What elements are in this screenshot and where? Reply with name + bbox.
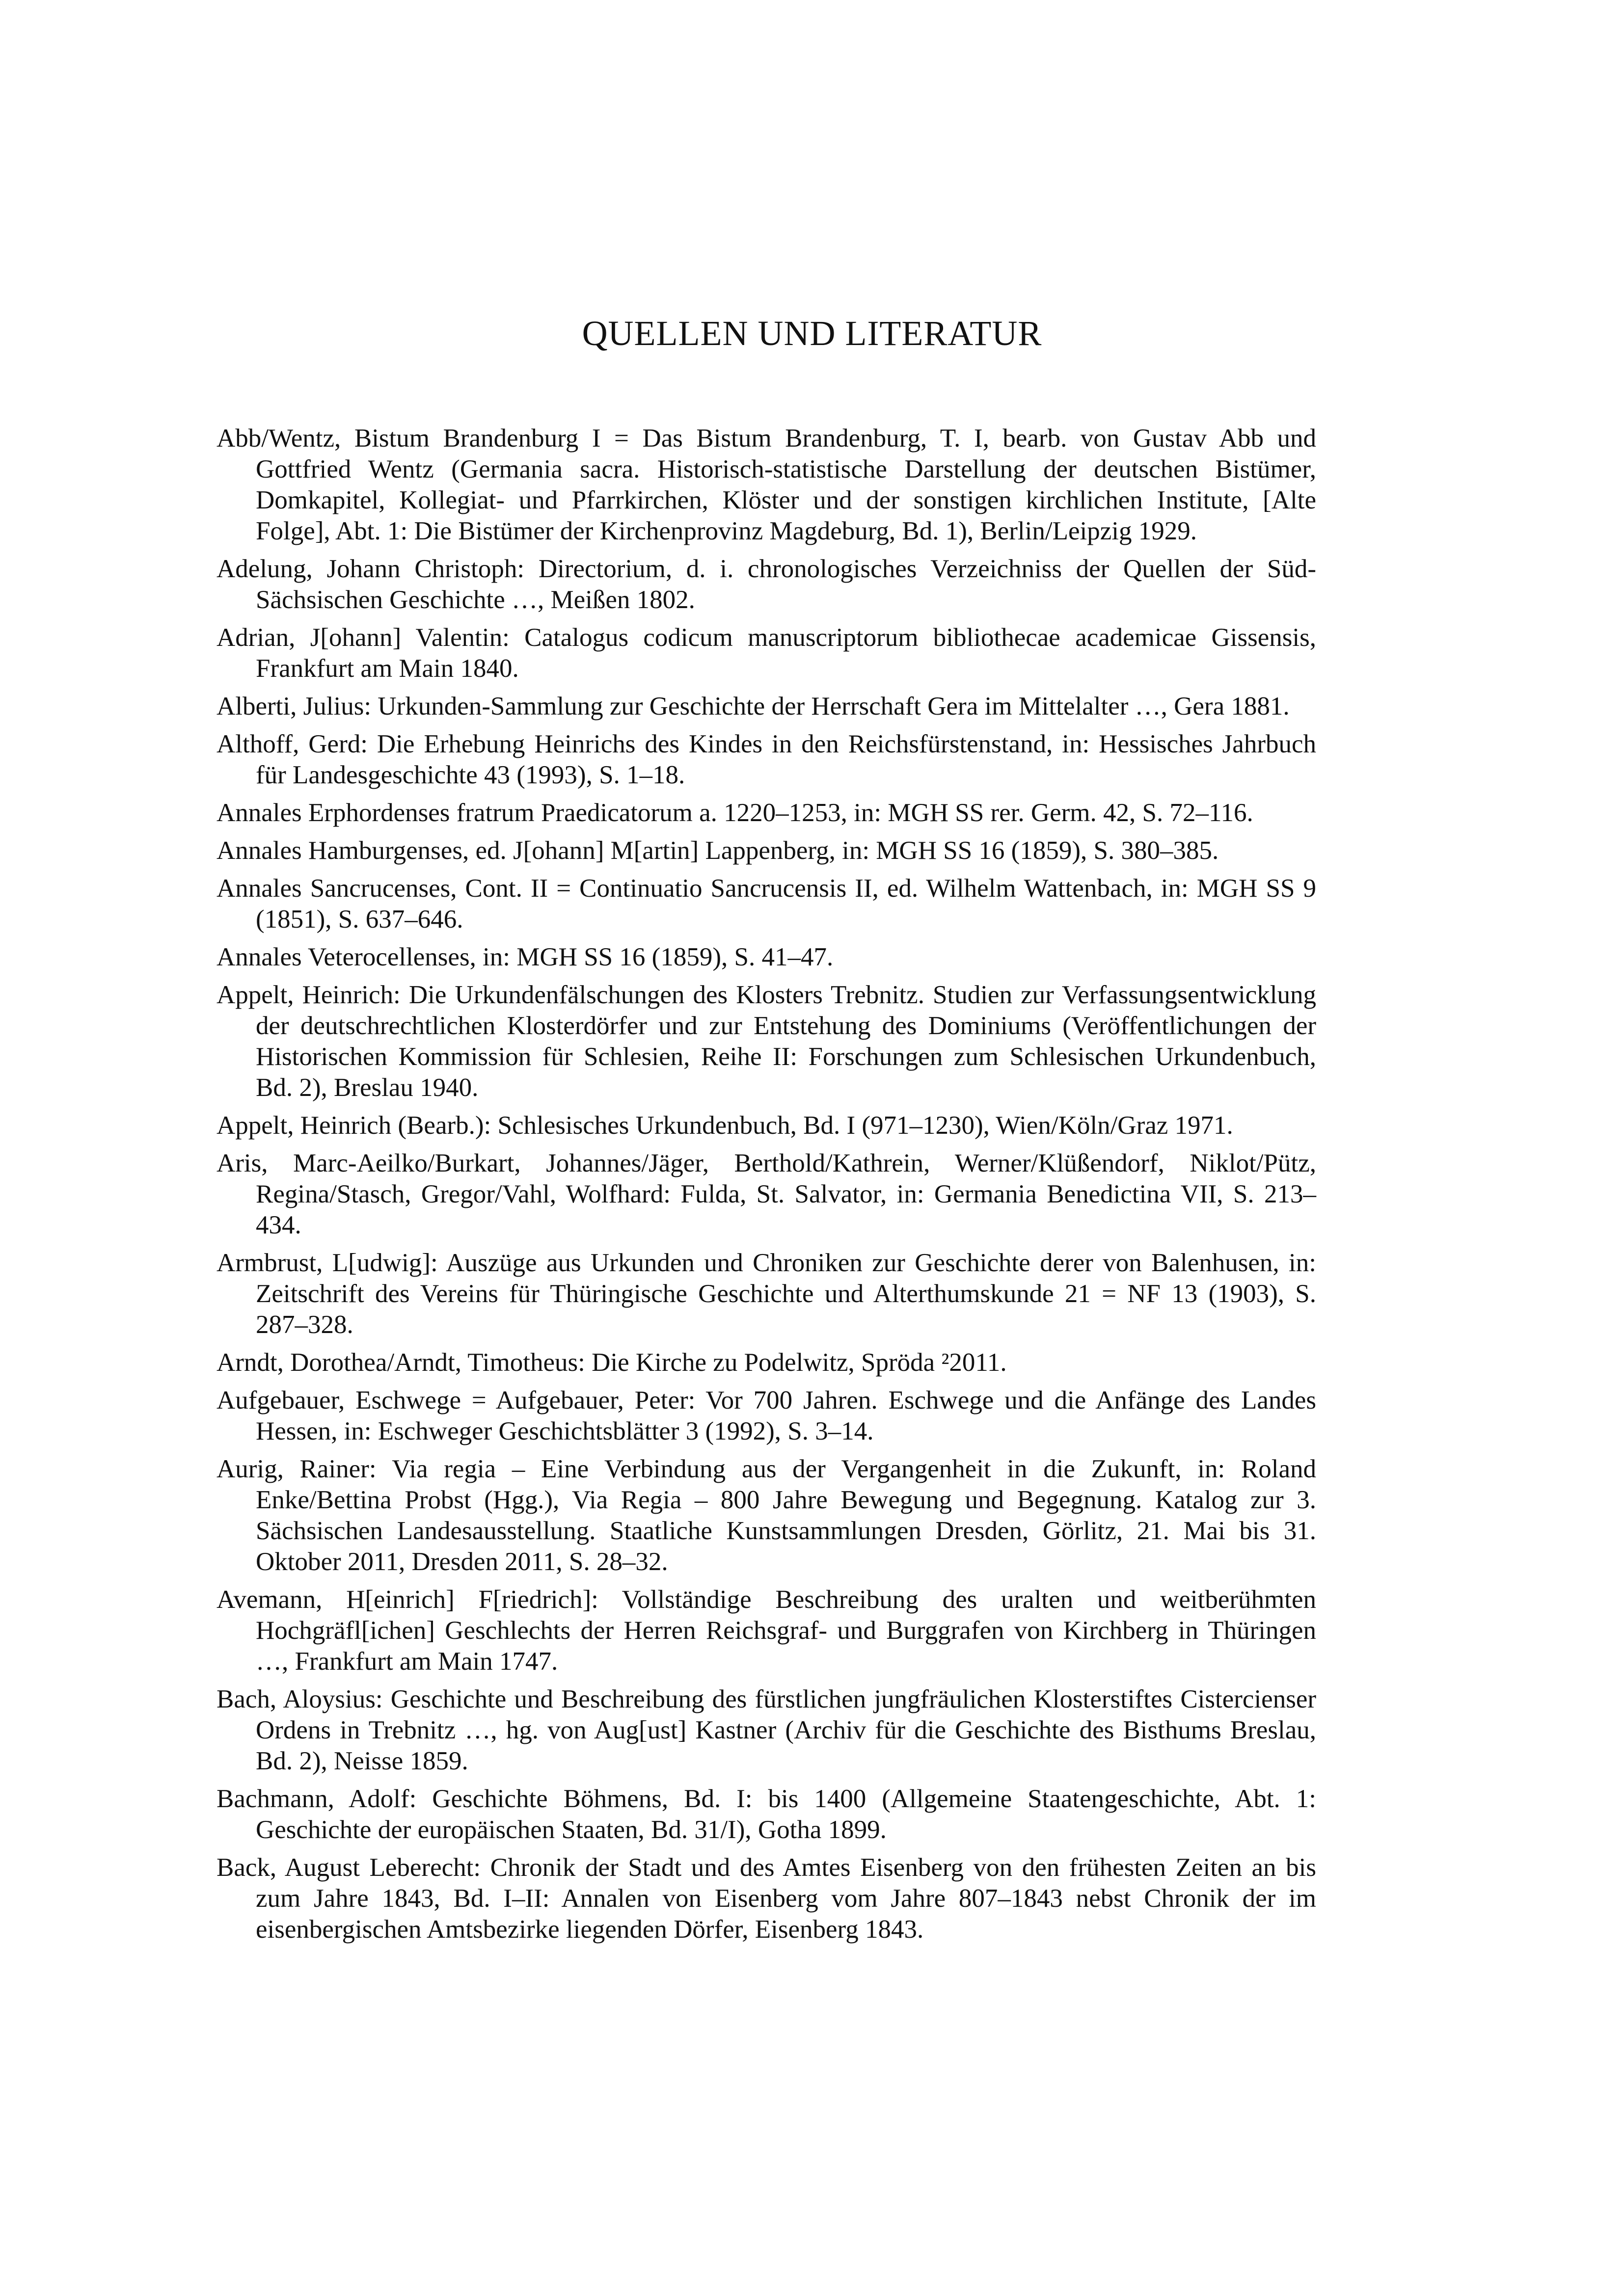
bibliography-entry: Abb/Wentz, Bistum Brandenburg I = Das Bistum Brandenburg, T. I, bearb. von Gustav Abb und Gottfried Wentz (Germania sacra. Historisch-statistische Darstellung der deutschen Bistümer, Domkapitel, Kollegiat- und Pfarrkirchen, Klöster und der sonstigen kirchlichen Institute, [Alte Folge], Abt. 1: Die Bistümer der Kirchenprovinz Magdeburg, Bd. 1), Berlin/Leipzig 1929. bbox=[217, 424, 1316, 545]
bibliography-entry: Bachmann, Adolf: Geschichte Böhmens, Bd. I: bis 1400 (Allgemeine Staatengeschichte, Abt. 1: Geschichte der europäischen Staaten, Bd. 31/I), Gotha 1899. bbox=[217, 1785, 1316, 1844]
bibliography-entry: Armbrust, L[udwig]: Auszüge aus Urkunden und Chroniken zur Geschichte derer von Balenhusen, in: Zeitschrift des Vereins für Thüringische Geschichte und Alterthumskunde 21 = NF 13 (1903), S. 287–328. bbox=[217, 1249, 1316, 1339]
bibliography-entry: Annales Veterocellenses, in: MGH SS 16 (1859), S. 41–47. bbox=[217, 943, 834, 971]
bibliography-entry: Annales Hamburgenses, ed. J[ohann] M[artin] Lappenberg, in: MGH SS 16 (1859), S. 380–385. bbox=[217, 836, 1219, 865]
bibliography-entry: Arndt, Dorothea/Arndt, Timotheus: Die Kirche zu Podelwitz, Spröda ²2011. bbox=[217, 1348, 1007, 1377]
bibliography-entry: Althoff, Gerd: Die Erhebung Heinrichs des Kindes in den Reichsfürstenstand, in: Hessisches Jahrbuch für Landesgeschichte 43 (1993), S. 1–18. bbox=[217, 730, 1316, 789]
bibliography-entry: Back, August Leberecht: Chronik der Stadt und des Amtes Eisenberg von den frühesten Zeiten an bis zum Jahre 1843, Bd. I–II: Annalen von Eisenberg vom Jahre 807–1843 nebst Chronik der im eisenbergischen Amtsbezirke liegenden Dörfer, Eisenberg 1843. bbox=[217, 1853, 1316, 1944]
bibliography-list bbox=[217, 423, 1316, 1952]
bibliography-entry: Aris, Marc-Aeilko/Burkart, Johannes/Jäger, Berthold/Kathrein, Werner/Klüßendorf, Niklot/Pütz, Regina/Stasch, Gregor/Vahl, Wolfhard: Fulda, St. Salvator, in: Germania Benedictina VII, S. 213–434. bbox=[217, 1149, 1316, 1239]
bibliography-entry: Avemann, H[einrich] F[riedrich]: Vollständige Beschreibung des uralten und weitberühmten Hochgräfl[ichen] Geschlechts der Herren Reichsgraf- und Burggrafen von Kirchberg in Thüringen …, Frankfurt am Main 1747. bbox=[217, 1585, 1316, 1676]
bibliography-entry: Appelt, Heinrich: Die Urkundenfälschungen des Klosters Trebnitz. Studien zur Verfassungsentwicklung der deutschrechtlichen Klosterdörfer und zur Entstehung des Dominiums (Veröffentlichungen der Historischen Kommission für Schlesien, Reihe II: Forschungen zum Schlesischen Urkundenbuch, Bd. 2), Breslau 1940. bbox=[217, 981, 1316, 1102]
bibliography-entry: Adrian, J[ohann] Valentin: Catalogus codicum manuscriptorum bibliothecae academicae Gissensis, Frankfurt am Main 1840. bbox=[217, 623, 1316, 683]
bibliography-entry: Bach, Aloysius: Geschichte und Beschreibung des fürstlichen jungfräulichen Klosterstiftes Cistercienser Ordens in Trebnitz …, hg. von Aug[ust] Kastner (Archiv für die Geschichte des Bisthums Breslau, Bd. 2), Neisse 1859. bbox=[217, 1685, 1316, 1775]
bibliography-entry: Aurig, Rainer: Via regia – Eine Verbindung aus der Vergangenheit in die Zukunft, in: Roland Enke/Bettina Probst (Hgg.), Via Regia – 800 Jahre Bewegung und Begegnung. Katalog zur 3. Sächsischen Landesausstellung. Staatliche Kunstsammlungen Dresden, Görlitz, 21. Mai bis 31. Oktober 2011, Dresden 2011, S. 28–32. bbox=[217, 1455, 1316, 1576]
bibliography-entry: Annales Sancrucenses, Cont. II = Continuatio Sancrucensis II, ed. Wilhelm Wattenbach, in: MGH SS 9 (1851), S. 637–646. bbox=[217, 874, 1316, 934]
bibliography-entry: Appelt, Heinrich (Bearb.): Schlesisches Urkundenbuch, Bd. I (971–1230), Wien/Köln/Graz 1971. bbox=[217, 1111, 1233, 1140]
bibliography-entry: Annales Erphordenses fratrum Praedicatorum a. 1220–1253, in: MGH SS rer. Germ. 42, S. 72–116. bbox=[217, 799, 1253, 827]
bibliography-entry: Alberti, Julius: Urkunden-Sammlung zur Geschichte der Herrschaft Gera im Mittelalter …, Gera 1881. bbox=[217, 692, 1290, 721]
page-title: QUELLEN UND LITERATUR bbox=[582, 314, 1042, 353]
bibliography-entry: Adelung, Johann Christoph: Directorium, d. i. chronologisches Verzeichniss der Quellen der Süd-Sächsischen Geschichte …, Meißen 1802. bbox=[217, 555, 1316, 614]
bibliography-entry: Aufgebauer, Eschwege = Aufgebauer, Peter: Vor 700 Jahren. Eschwege und die Anfänge des Landes Hessen, in: Eschweger Geschichtsblätter 3 (1992), S. 3–14. bbox=[217, 1386, 1316, 1445]
